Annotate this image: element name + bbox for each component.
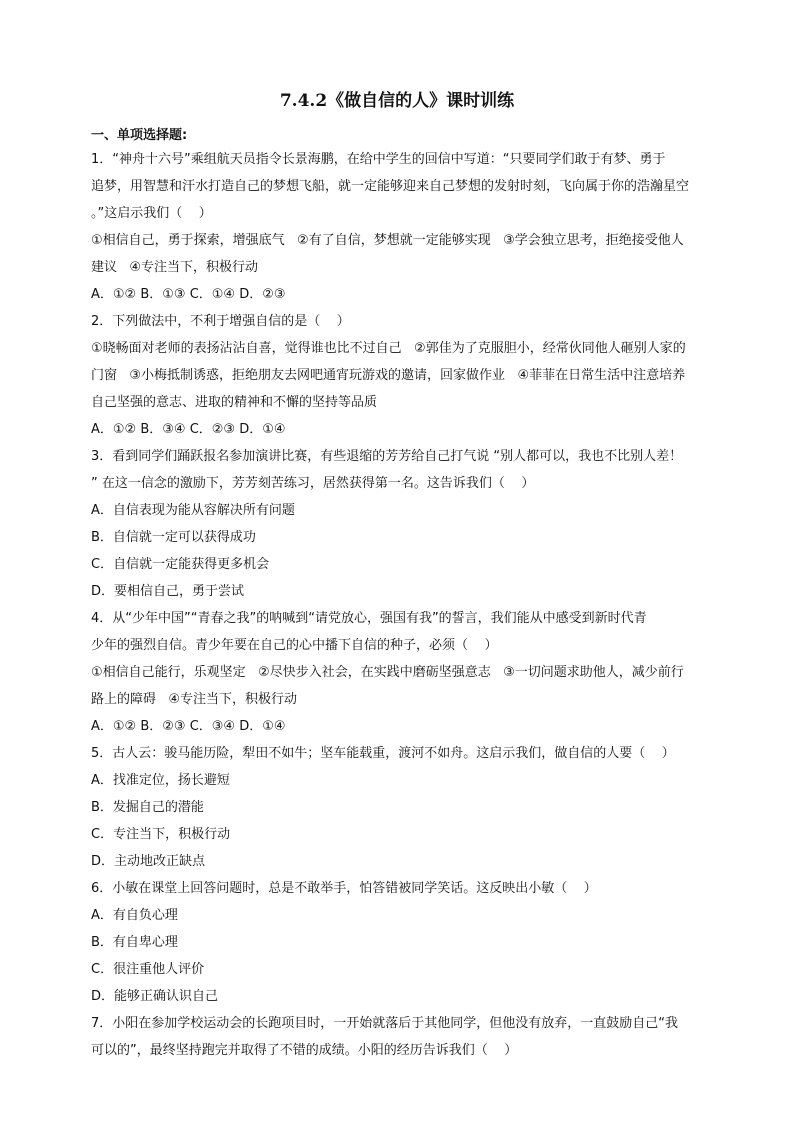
text-line: B．发掘自己的潜能 xyxy=(91,800,204,815)
text-line: 3．看到同学们踊跃报名参加演讲比赛，有些退缩的芳芳给自己打气说 “别人都可以，我也不比别人差！ xyxy=(91,449,683,464)
text-line: A．找准定位，扬长避短 xyxy=(91,773,230,788)
text-line: 7．小阳在参加学校运动会的长跑项目时，一开始就落后于其他同学，但他没有放弃，一直鼓励自己“我 xyxy=(91,1016,679,1031)
text-line: D．要相信自己，勇于尝试 xyxy=(91,584,245,599)
text-line: C．自信就一定能获得更多机会 xyxy=(91,557,270,572)
text-line: 2．下列做法中，不利于增强自信的是（ ） xyxy=(91,314,350,329)
text-line: ①晓畅面对老师的表扬沾沾自喜，觉得谁也比不过自己 ②郭佳为了克服胆小，经常伙同他人砸别人家的 xyxy=(91,341,686,356)
text-line: A．自信表现为能从容解决所有问题 xyxy=(91,503,295,518)
page-title: 7.4.2《做自信的人》课时训练 xyxy=(279,91,515,111)
text-line: ①相信自己能行，乐观坚定 ②尽快步入社会，在实践中磨砺坚强意志 ③一切问题求助他人，减少前行 xyxy=(91,665,684,680)
text-line: 少年的强烈自信。青少年要在自己的心中播下自信的种子，必须（ ） xyxy=(91,638,498,653)
text-line: C．专注当下，积极行动 xyxy=(91,827,231,842)
text-line: 可以的”，最终坚持跑完并取得了不错的成绩。小阳的经历告诉我们（ ） xyxy=(91,1043,518,1058)
text-line: B．有自卑心理 xyxy=(91,935,178,950)
section-heading: 一、单项选择题: xyxy=(91,128,188,143)
text-line: A．①② B．③④ C．②③ D．①④ xyxy=(91,422,286,437)
text-line: 门窗 ③小梅抵制诱惑，拒绝朋友去网吧通宵玩游戏的邀请，回家做作业 ④菲菲在日常生活中注意培养 xyxy=(91,368,686,383)
text-line: A．①② B．②③ C．③④ D．①④ xyxy=(91,719,286,734)
text-line: 1．“神舟十六号”乘组航天员指令长景海鹏，在给中学生的回信中写道：“只要同学们敢于有梦、勇于 xyxy=(91,152,666,167)
text-line: D．主动地改正缺点 xyxy=(91,854,206,869)
text-line: B．自信就一定可以获得成功 xyxy=(91,530,256,545)
text-line: C．很注重他人评价 xyxy=(91,962,205,977)
text-line: 建议 ④专注当下，积极行动 xyxy=(91,260,259,275)
text-line: 追梦，用智慧和汗水打造自己的梦想飞船，就一定能够迎来自己梦想的发射时刻，飞向属于你的浩瀚星空 xyxy=(91,179,690,194)
text-line: 4．从“少年中国”“青春之我”的呐喊到“请党放心，强国有我”的誓言，我们能从中感受到新时代青 xyxy=(91,611,647,626)
text-line: 6．小敏在课堂上回答问题时，总是不敢举手，怕答错被同学笑话。这反映出小敏（ ） xyxy=(91,881,597,896)
text-line: 。”这启示我们（ ） xyxy=(91,206,212,221)
text-line: ” 在这一信念的激励下，芳芳刻苦练习，居然获得第一名。这告诉我们（ ） xyxy=(91,476,535,491)
text-line: A．有自负心理 xyxy=(91,908,178,923)
text-line: D．能够正确认识自己 xyxy=(91,989,219,1004)
text-line: A．①② B．①③ C．①④ D．②③ xyxy=(91,287,286,302)
text-line: 自己坚强的意志、进取的精神和不懈的坚持等品质 xyxy=(91,395,378,410)
text-line: 路上的障碍 ④专注当下，积极行动 xyxy=(91,692,298,707)
text-line: ①相信自己，勇于探索，增强底气 ②有了自信，梦想就一定能够实现 ③学会独立思考，拒绝接受他人 xyxy=(91,233,684,248)
question-list xyxy=(91,146,713,1064)
text-line: 5．古人云：骏马能历险，犁田不如牛；坚车能载重，渡河不如舟。这启示我们，做自信的人要（ ） xyxy=(91,746,675,761)
